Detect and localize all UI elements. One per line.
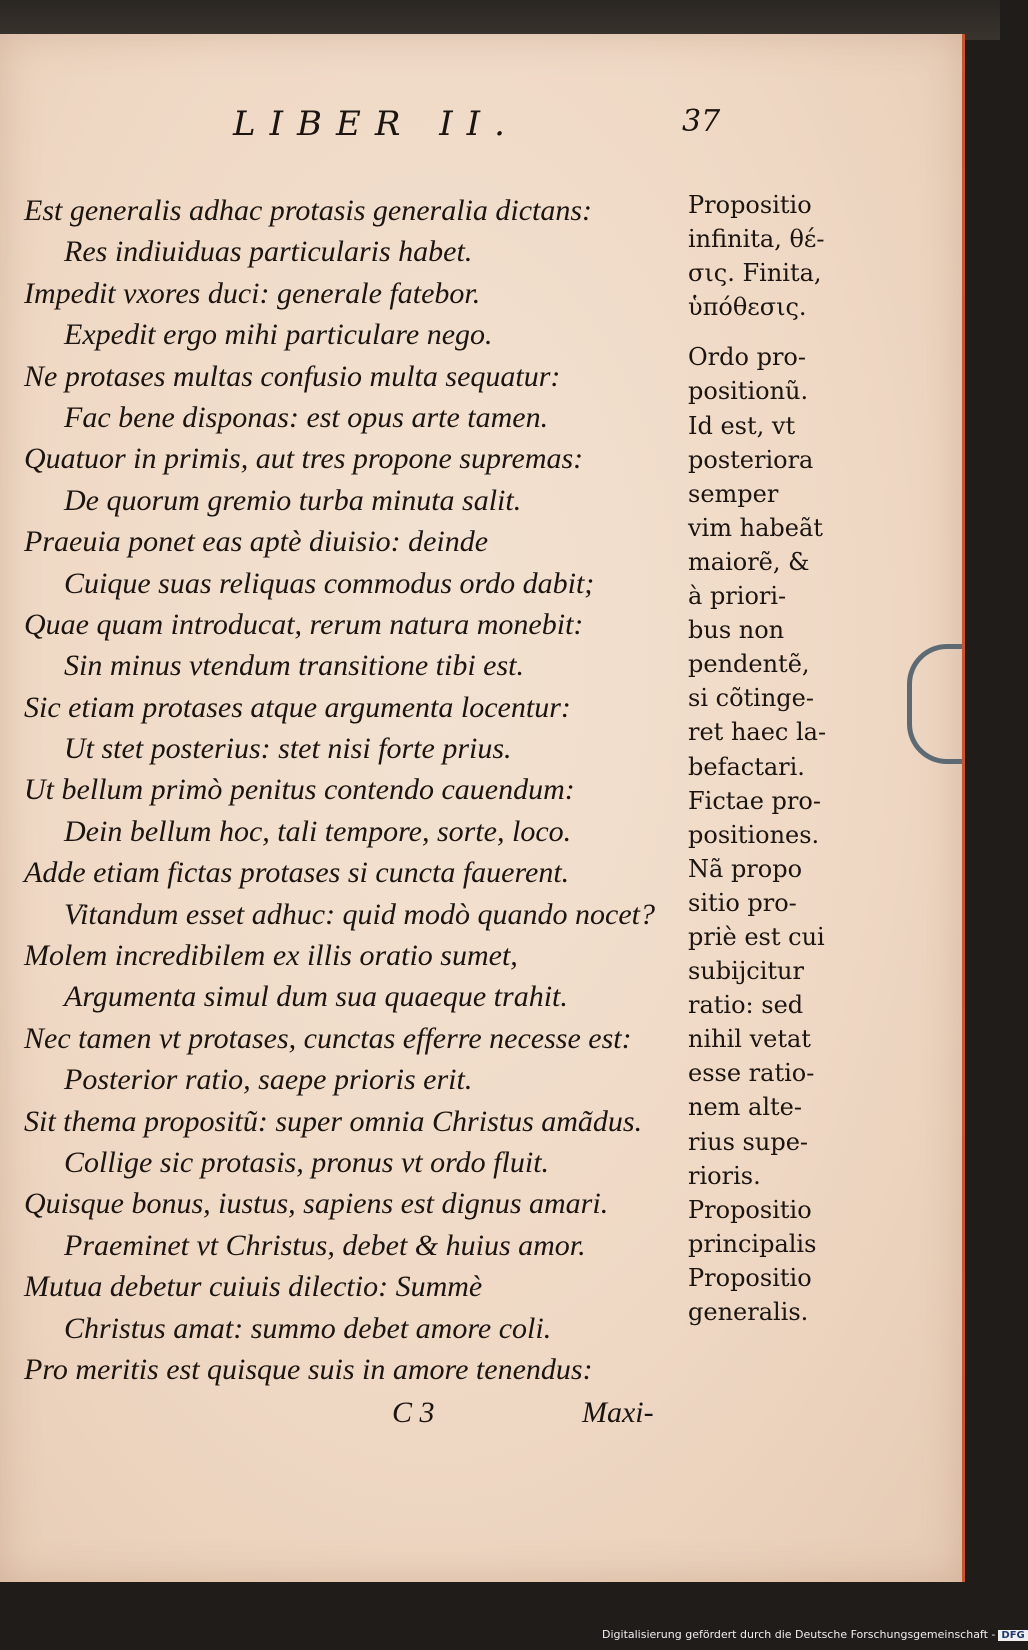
margin-note-line: σις. Finita,: [688, 259, 822, 288]
verse-line: De quorum gremio turba minuta salit.: [64, 483, 522, 517]
verse-line: Adde etiam fictas protases si cuncta fauerent.: [24, 856, 570, 890]
verse-line: Pro meritis est quisque suis in amore tenendus:: [24, 1352, 593, 1386]
margin-note-line: positiones.: [688, 820, 820, 849]
margin-note-line: ratio: sed: [688, 991, 804, 1020]
catchword: Maxi-: [582, 1396, 654, 1429]
margin-note-line: ret haec la-: [688, 718, 827, 747]
margin-note-line: nihil vetat: [688, 1025, 811, 1054]
verse-line: Res indiuiduas particularis habet.: [64, 235, 473, 269]
verse-line: Argumenta simul dum sua quaeque trahit.: [64, 980, 568, 1014]
verse-line: Fac bene disponas: est opus arte tamen.: [64, 400, 549, 434]
margin-note-line: esse ratio-: [688, 1059, 815, 1088]
margin-note-line: Id est, vt: [688, 411, 796, 440]
verse-line: Praeminet vt Christus, debet & huius amor.: [64, 1228, 586, 1262]
margin-note-line: sitio pro-: [688, 888, 797, 917]
verse-line: Vitandum esset adhuc: quid modò quando nocet?: [64, 897, 656, 931]
margin-note-line: bus non: [688, 616, 785, 645]
margin-note-line: nem alte-: [688, 1093, 802, 1122]
margin-note-line: pendentẽ,: [688, 650, 810, 679]
verse-line: Ut stet posterius: stet nisi forte prius.: [64, 732, 512, 766]
margin-note-line: befactari.: [688, 752, 805, 781]
margin-notes: [688, 188, 858, 1329]
verse-line: Praeuia ponet eas aptè diuisio: deinde: [24, 525, 489, 559]
margin-note-line: ὑπόθεσις.: [688, 293, 807, 322]
margin-note-line: Ordo pro-: [688, 343, 806, 372]
margin-note-line: rius supe-: [688, 1127, 808, 1156]
digitization-credit: [602, 1628, 1028, 1641]
verse-line: Christus amat: summo debet amore coli.: [64, 1311, 552, 1345]
verse-text: [0, 190, 700, 1390]
page-number: 37: [682, 104, 721, 139]
verse-line: Quatuor in primis, aut tres propone supremas:: [24, 442, 584, 476]
margin-note-line: si cõtinge-: [688, 684, 814, 713]
page-clip: [907, 644, 962, 764]
running-head-title: LIBER II.: [233, 104, 519, 144]
margin-note-line: rioris.: [688, 1161, 761, 1190]
verse-line: Sin minus vtendum transitione tibi est.: [64, 649, 524, 683]
margin-note-line: generalis.: [688, 1298, 809, 1326]
margin-note-line: subijcitur: [688, 957, 804, 986]
verse-line: Quisque bonus, iustus, sapiens est dignus amari.: [24, 1187, 609, 1221]
margin-note-line: semper: [688, 479, 779, 508]
margin-note-line: Propositio: [688, 1263, 812, 1292]
verse-line: Quae quam introducat, rerum natura monebit:: [24, 607, 584, 641]
margin-note-line: positionũ.: [688, 377, 809, 406]
verse-line: Collige sic protasis, pronus vt ordo fluit.: [64, 1145, 550, 1179]
verse-line: Mutua debetur cuiuis dilectio: Summè: [24, 1270, 483, 1304]
verse-line: Nec tamen vt protases, cunctas efferre necesse est:: [24, 1021, 632, 1055]
margin-note-line: posteriora: [688, 445, 814, 474]
verse-line: Molem incredibilem ex illis oratio sumet,: [24, 939, 518, 973]
signature-mark: C 3: [392, 1396, 435, 1429]
verse-line: Sic etiam protases atque argumenta locentur:: [24, 690, 571, 724]
margin-note-line: maiorẽ, &: [688, 547, 810, 576]
margin-note-line: à priori-: [688, 582, 787, 611]
margin-note-line: Fictae pro-: [688, 786, 821, 815]
margin-note-line: Propositio: [688, 191, 812, 219]
verse-line: Sit thema propositũ: super omnia Christus amãdus.: [24, 1104, 643, 1138]
verse-line: Ne protases multas confusio multa sequatur:: [24, 359, 561, 393]
note-gap: [688, 324, 858, 340]
dfg-logo: DFG: [998, 1630, 1027, 1641]
verse-line: Impedit vxores duci: generale fatebor.: [24, 276, 481, 310]
verse-line: Expedit ergo mihi particulare nego.: [64, 318, 493, 352]
verse-line: Est generalis adhac protasis generalia dictans:: [24, 194, 593, 227]
margin-note-line: principalis: [688, 1229, 817, 1258]
credit-text: Digitalisierung gefördert durch die Deutsche Forschungsgemeinschaft -: [602, 1628, 996, 1641]
margin-note-line: Nã propo: [688, 854, 803, 883]
verse-line: Posterior ratio, saepe prioris erit.: [64, 1063, 473, 1097]
margin-note-line: infinita, θέ-: [688, 225, 825, 254]
verse-line: Cuique suas reliquas commodus ordo dabit;: [64, 566, 595, 600]
margin-note-line: Propositio: [688, 1195, 812, 1224]
verse-line: Dein bellum hoc, tali tempore, sorte, loco.: [64, 814, 572, 848]
margin-note-line: vim habeãt: [688, 513, 823, 542]
margin-note-line: priè est cui: [688, 922, 825, 951]
verse-line: Ut bellum primò penitus contendo cauendum:: [24, 773, 575, 807]
